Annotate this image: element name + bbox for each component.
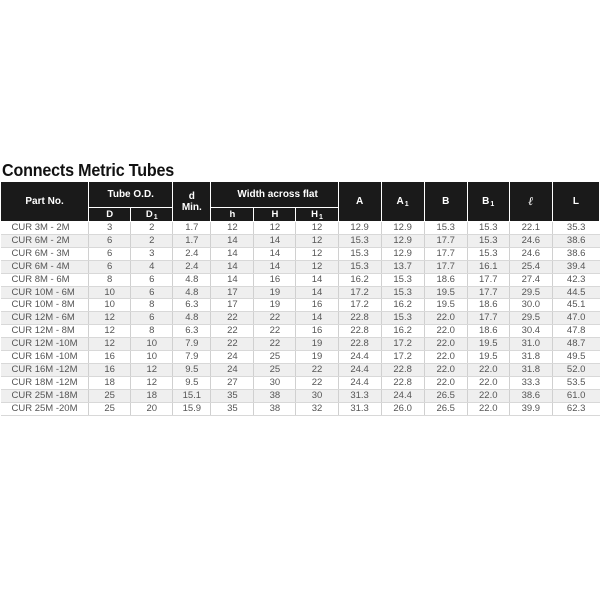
table-cell: 9.5 xyxy=(173,363,211,376)
col-D: D xyxy=(89,208,131,222)
table-cell: 15.3 xyxy=(467,247,509,260)
table-cell: 10 xyxy=(131,338,173,351)
table-cell: 8 xyxy=(131,325,173,338)
table-cell: 22 xyxy=(211,325,254,338)
table-cell: 16 xyxy=(89,351,131,364)
col-B: B xyxy=(424,182,467,222)
table-cell: 49.5 xyxy=(552,351,599,364)
col-B1-label: B xyxy=(482,196,490,207)
table-cell: 2.4 xyxy=(173,260,211,273)
col-D1-sub: 1 xyxy=(153,214,158,221)
table-row xyxy=(1,299,600,312)
table-cell: 14 xyxy=(211,273,254,286)
table-cell: 53.5 xyxy=(552,376,599,389)
table-cell: 26.5 xyxy=(424,389,467,402)
table-cell: 20 xyxy=(131,402,173,415)
table-cell: 31.3 xyxy=(338,389,381,402)
table-cell: 22.1 xyxy=(509,222,552,235)
col-d-min xyxy=(173,182,211,222)
table-cell: 19 xyxy=(296,338,338,351)
table-cell: 2.4 xyxy=(173,247,211,260)
table-cell: 19.5 xyxy=(424,286,467,299)
table-row xyxy=(1,273,600,286)
table-cell: 35 xyxy=(211,389,254,402)
table-cell: 12.9 xyxy=(381,222,424,235)
col-H1-sub: 1 xyxy=(318,214,323,221)
table-row xyxy=(1,402,600,415)
table-cell: 1.7 xyxy=(173,234,211,247)
table-cell: 22.0 xyxy=(467,376,509,389)
table-cell: 16.1 xyxy=(467,260,509,273)
table-row xyxy=(1,234,600,247)
table-cell: 14 xyxy=(254,234,296,247)
part-number-cell: CUR 25M -20M xyxy=(1,402,89,415)
table-cell: 6.3 xyxy=(173,325,211,338)
table-cell: 15.3 xyxy=(424,222,467,235)
table-row xyxy=(1,325,600,338)
col-A1-label: A xyxy=(396,196,404,207)
table-cell: 18 xyxy=(89,376,131,389)
table-cell: 22.8 xyxy=(381,363,424,376)
table-cell: 16 xyxy=(254,273,296,286)
table-cell: 35 xyxy=(211,402,254,415)
table-row xyxy=(1,222,600,235)
table-cell: 30 xyxy=(254,376,296,389)
part-number-cell: CUR 6M - 4M xyxy=(1,260,89,273)
part-number-cell: CUR 12M - 8M xyxy=(1,325,89,338)
table-cell: 17 xyxy=(211,299,254,312)
table-cell: 27 xyxy=(211,376,254,389)
col-A1 xyxy=(381,182,424,222)
table-cell: 4.8 xyxy=(173,312,211,325)
table-cell: 8 xyxy=(89,273,131,286)
col-B1-sub: 1 xyxy=(490,201,495,208)
table-cell: 12 xyxy=(131,376,173,389)
table-cell: 42.3 xyxy=(552,273,599,286)
table-cell: 62.3 xyxy=(552,402,599,415)
table-cell: 12 xyxy=(211,222,254,235)
table-cell: 15.3 xyxy=(381,273,424,286)
part-number-cell: CUR 16M -12M xyxy=(1,363,89,376)
spec-table xyxy=(0,181,600,416)
table-cell: 25.4 xyxy=(509,260,552,273)
table-cell: 12 xyxy=(296,260,338,273)
table-cell: 19.5 xyxy=(467,351,509,364)
col-D1-label: D xyxy=(145,209,153,220)
col-d-label: d xyxy=(188,190,195,202)
part-number-cell: CUR 12M -10M xyxy=(1,338,89,351)
table-cell: 47.0 xyxy=(552,312,599,325)
table-cell: 35.3 xyxy=(552,222,599,235)
table-cell: 19 xyxy=(254,299,296,312)
table-cell: 15.3 xyxy=(381,312,424,325)
table-cell: 15.3 xyxy=(467,234,509,247)
table-cell: 29.5 xyxy=(509,286,552,299)
table-cell: 15.3 xyxy=(381,286,424,299)
table-cell: 30.0 xyxy=(509,299,552,312)
table-cell: 6 xyxy=(89,260,131,273)
col-tube-od: Tube O.D. xyxy=(89,182,173,208)
table-cell: 22.0 xyxy=(424,376,467,389)
table-cell: 38.6 xyxy=(552,234,599,247)
table-cell: 12.9 xyxy=(381,247,424,260)
table-cell: 26.5 xyxy=(424,402,467,415)
table-cell: 24 xyxy=(211,363,254,376)
table-cell: 22.0 xyxy=(424,363,467,376)
table-cell: 44.5 xyxy=(552,286,599,299)
table-cell: 3 xyxy=(131,247,173,260)
table-cell: 14 xyxy=(211,247,254,260)
table-cell: 2 xyxy=(131,222,173,235)
col-l: ℓ xyxy=(509,182,552,222)
table-cell: 17.7 xyxy=(424,234,467,247)
table-cell: 30 xyxy=(296,389,338,402)
table-body xyxy=(1,222,600,416)
table-cell: 1.7 xyxy=(173,222,211,235)
table-cell: 24 xyxy=(211,351,254,364)
table-cell: 22 xyxy=(254,325,296,338)
table-cell: 47.8 xyxy=(552,325,599,338)
table-row xyxy=(1,351,600,364)
table-cell: 24.4 xyxy=(338,376,381,389)
part-number-cell: CUR 25M -18M xyxy=(1,389,89,402)
table-cell: 17.7 xyxy=(424,260,467,273)
table-cell: 12 xyxy=(296,234,338,247)
table-cell: 17.2 xyxy=(338,299,381,312)
table-cell: 25 xyxy=(254,363,296,376)
part-number-cell: CUR 18M -12M xyxy=(1,376,89,389)
part-number-cell: CUR 10M - 6M xyxy=(1,286,89,299)
table-cell: 14 xyxy=(296,312,338,325)
table-cell: 38.6 xyxy=(509,389,552,402)
col-L: L xyxy=(552,182,599,222)
table-cell: 39.4 xyxy=(552,260,599,273)
table-cell: 30.4 xyxy=(509,325,552,338)
table-row xyxy=(1,286,600,299)
table-cell: 16.2 xyxy=(381,325,424,338)
table-cell: 14 xyxy=(296,273,338,286)
table-row xyxy=(1,312,600,325)
table-cell: 10 xyxy=(131,351,173,364)
table-cell: 4.8 xyxy=(173,273,211,286)
table-cell: 38 xyxy=(254,402,296,415)
table-cell: 22.0 xyxy=(424,351,467,364)
table-cell: 29.5 xyxy=(509,312,552,325)
table-cell: 3 xyxy=(89,222,131,235)
table-cell: 26.0 xyxy=(381,402,424,415)
table-cell: 22 xyxy=(211,312,254,325)
table-cell: 22.0 xyxy=(467,402,509,415)
table-cell: 7.9 xyxy=(173,351,211,364)
table-cell: 15.3 xyxy=(338,247,381,260)
table-cell: 14 xyxy=(211,260,254,273)
table-cell: 22.0 xyxy=(424,325,467,338)
table-cell: 48.7 xyxy=(552,338,599,351)
table-cell: 17.7 xyxy=(424,247,467,260)
table-row xyxy=(1,363,600,376)
part-number-cell: CUR 16M -10M xyxy=(1,351,89,364)
table-cell: 22 xyxy=(254,312,296,325)
table-cell: 22.8 xyxy=(381,376,424,389)
col-width-across-flat: Width across flat xyxy=(211,182,338,208)
table-cell: 16 xyxy=(296,325,338,338)
table-cell: 27.4 xyxy=(509,273,552,286)
table-cell: 19.5 xyxy=(467,338,509,351)
table-cell: 31.0 xyxy=(509,338,552,351)
table-cell: 22.0 xyxy=(467,389,509,402)
table-cell: 15.1 xyxy=(173,389,211,402)
table-row xyxy=(1,376,600,389)
page-title: Connects Metric Tubes xyxy=(2,160,175,180)
table-row xyxy=(1,389,600,402)
table-cell: 22.8 xyxy=(338,325,381,338)
table-row xyxy=(1,247,600,260)
table-cell: 22 xyxy=(296,363,338,376)
table-cell: 14 xyxy=(296,286,338,299)
part-number-cell: CUR 12M - 6M xyxy=(1,312,89,325)
table-cell: 15.3 xyxy=(467,222,509,235)
table-cell: 25 xyxy=(254,351,296,364)
table-cell: 24.6 xyxy=(509,247,552,260)
col-D1 xyxy=(131,208,173,222)
col-A: A xyxy=(338,182,381,222)
table-cell: 18.6 xyxy=(424,273,467,286)
table-cell: 12 xyxy=(254,222,296,235)
table-cell: 15.3 xyxy=(338,234,381,247)
part-number-cell: CUR 10M - 8M xyxy=(1,299,89,312)
table-cell: 14 xyxy=(254,260,296,273)
table-cell: 17.2 xyxy=(381,351,424,364)
table-cell: 19 xyxy=(296,351,338,364)
table-cell: 25 xyxy=(89,389,131,402)
table-cell: 22.0 xyxy=(467,363,509,376)
table-cell: 12 xyxy=(89,338,131,351)
table-cell: 12 xyxy=(296,247,338,260)
table-cell: 8 xyxy=(131,299,173,312)
table-row xyxy=(1,338,600,351)
table-cell: 32 xyxy=(296,402,338,415)
table-cell: 12.9 xyxy=(381,234,424,247)
table-cell: 17.7 xyxy=(467,312,509,325)
col-part-no: Part No. xyxy=(1,182,89,222)
table-cell: 14 xyxy=(211,234,254,247)
table-cell: 17.2 xyxy=(338,286,381,299)
table-cell: 22.0 xyxy=(424,312,467,325)
table-cell: 10 xyxy=(89,299,131,312)
col-H1-label: H xyxy=(311,209,318,220)
table-cell: 16 xyxy=(296,299,338,312)
table-cell: 15.9 xyxy=(173,402,211,415)
table-cell: 17.2 xyxy=(381,338,424,351)
table-cell: 22.0 xyxy=(424,338,467,351)
col-d-min-label: Min. xyxy=(181,201,202,213)
table-cell: 22 xyxy=(254,338,296,351)
table-cell: 6 xyxy=(131,312,173,325)
table-cell: 45.1 xyxy=(552,299,599,312)
part-number-cell: CUR 8M - 6M xyxy=(1,273,89,286)
table-header xyxy=(1,182,600,222)
table-cell: 16 xyxy=(89,363,131,376)
table-cell: 12 xyxy=(296,222,338,235)
table-cell: 6 xyxy=(89,234,131,247)
table-cell: 24.4 xyxy=(338,351,381,364)
table-cell: 16.2 xyxy=(381,299,424,312)
table-cell: 31.3 xyxy=(338,402,381,415)
table-cell: 22 xyxy=(211,338,254,351)
part-number-cell: CUR 6M - 2M xyxy=(1,234,89,247)
table-cell: 15.3 xyxy=(338,260,381,273)
table-cell: 13.7 xyxy=(381,260,424,273)
table-cell: 18.6 xyxy=(467,325,509,338)
part-number-cell: CUR 6M - 3M xyxy=(1,247,89,260)
table-cell: 4.8 xyxy=(173,286,211,299)
table-cell: 33.3 xyxy=(509,376,552,389)
table-cell: 19 xyxy=(254,286,296,299)
table-cell: 9.5 xyxy=(173,376,211,389)
col-H: H xyxy=(254,208,296,222)
table-cell: 31.8 xyxy=(509,363,552,376)
table-cell: 24.4 xyxy=(381,389,424,402)
table-cell: 22.8 xyxy=(338,338,381,351)
part-number-cell: CUR 3M - 2M xyxy=(1,222,89,235)
table-cell: 17.7 xyxy=(467,286,509,299)
col-B1 xyxy=(467,182,509,222)
table-cell: 6 xyxy=(89,247,131,260)
table-cell: 38.6 xyxy=(552,247,599,260)
col-A1-sub: 1 xyxy=(404,201,409,208)
table-cell: 24.4 xyxy=(338,363,381,376)
col-H1 xyxy=(296,208,338,222)
table-row xyxy=(1,260,600,273)
table-cell: 6 xyxy=(131,286,173,299)
table-cell: 4 xyxy=(131,260,173,273)
table-cell: 12 xyxy=(131,363,173,376)
table-cell: 12 xyxy=(89,325,131,338)
table-cell: 22.8 xyxy=(338,312,381,325)
table-cell: 38 xyxy=(254,389,296,402)
table-cell: 6 xyxy=(131,273,173,286)
table-cell: 22 xyxy=(296,376,338,389)
table-cell: 10 xyxy=(89,286,131,299)
table-cell: 18 xyxy=(131,389,173,402)
table-cell: 2 xyxy=(131,234,173,247)
table-cell: 61.0 xyxy=(552,389,599,402)
table-cell: 17 xyxy=(211,286,254,299)
table-cell: 14 xyxy=(254,247,296,260)
table-cell: 25 xyxy=(89,402,131,415)
table-cell: 52.0 xyxy=(552,363,599,376)
table-cell: 16.2 xyxy=(338,273,381,286)
table-cell: 17.7 xyxy=(467,273,509,286)
table-cell: 7.9 xyxy=(173,338,211,351)
col-h: h xyxy=(211,208,254,222)
table-cell: 24.6 xyxy=(509,234,552,247)
table-cell: 19.5 xyxy=(424,299,467,312)
table-cell: 18.6 xyxy=(467,299,509,312)
table-cell: 12.9 xyxy=(338,222,381,235)
table-cell: 31.8 xyxy=(509,351,552,364)
table-cell: 12 xyxy=(89,312,131,325)
table-cell: 39.9 xyxy=(509,402,552,415)
table-cell: 6.3 xyxy=(173,299,211,312)
